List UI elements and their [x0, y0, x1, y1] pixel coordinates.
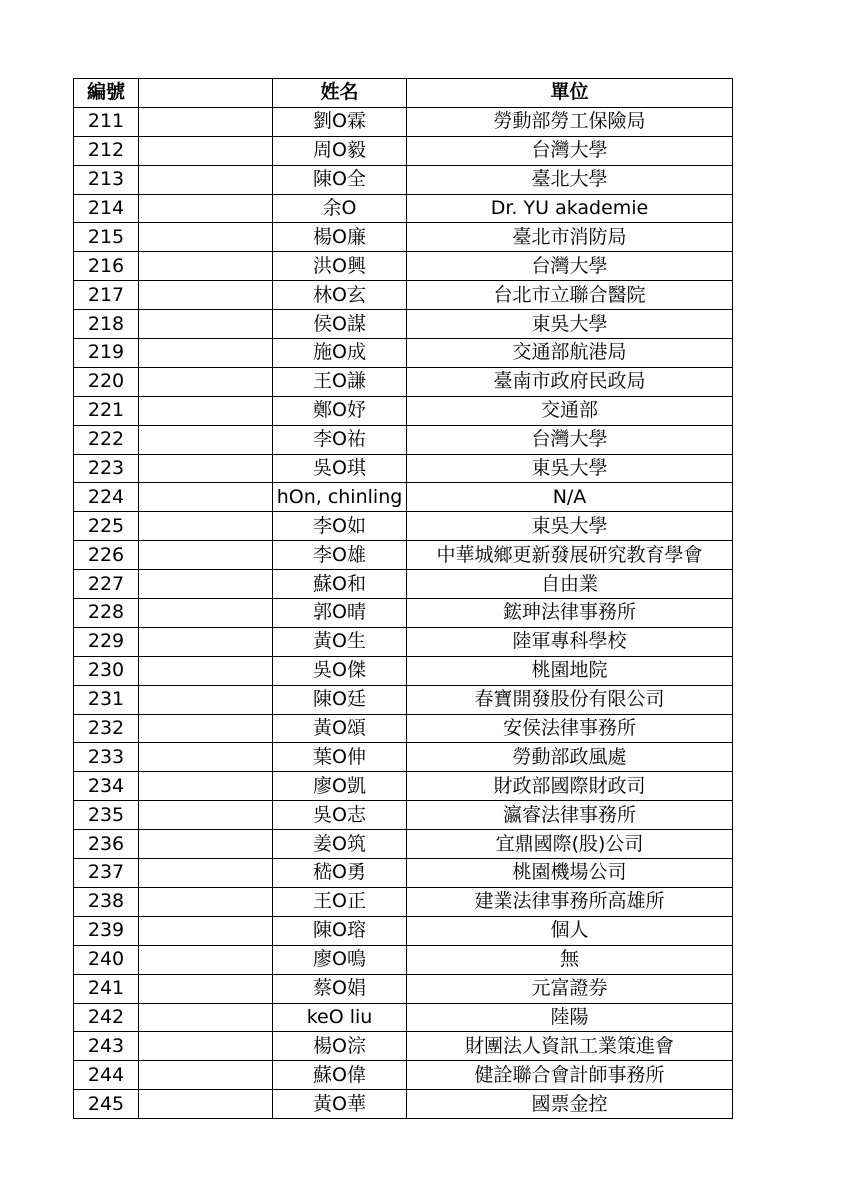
cell-number: 217	[74, 281, 139, 310]
table-row	[74, 570, 733, 599]
cell-blank	[139, 281, 273, 310]
cell-name: hOn, chinling	[273, 483, 407, 512]
cell-name: 蘇O偉	[273, 1061, 407, 1090]
cell-blank	[139, 599, 273, 628]
cell-number: 212	[74, 136, 139, 165]
cell-name: 洪O興	[273, 252, 407, 281]
table-row	[74, 1061, 733, 1090]
table-row	[74, 339, 733, 368]
table-row	[74, 483, 733, 512]
cell-name: 李O雄	[273, 541, 407, 570]
cell-blank	[139, 252, 273, 281]
table-row	[74, 974, 733, 1003]
table-row	[74, 281, 733, 310]
cell-name: 楊O廉	[273, 223, 407, 252]
cell-number: 222	[74, 425, 139, 454]
cell-name: keO liu	[273, 1003, 407, 1032]
cell-unit: 國票金控	[407, 1090, 733, 1119]
cell-unit: 台北市立聯合醫院	[407, 281, 733, 310]
cell-number: 225	[74, 512, 139, 541]
cell-name: 陳O全	[273, 165, 407, 194]
cell-blank	[139, 310, 273, 339]
cell-blank	[139, 772, 273, 801]
table-row	[74, 396, 733, 425]
table-row	[74, 252, 733, 281]
cell-name: 黃O生	[273, 627, 407, 656]
cell-unit: 勞動部政風處	[407, 743, 733, 772]
cell-blank	[139, 801, 273, 830]
cell-number: 234	[74, 772, 139, 801]
cell-name: 嵇O勇	[273, 859, 407, 888]
cell-unit: 勞動部勞工保險局	[407, 107, 733, 136]
cell-unit: 東吳大學	[407, 310, 733, 339]
cell-number: 227	[74, 570, 139, 599]
table-row	[74, 916, 733, 945]
cell-unit: 臺北市消防局	[407, 223, 733, 252]
cell-unit: 健詮聯合會計師事務所	[407, 1061, 733, 1090]
header-row	[74, 79, 733, 108]
cell-unit: 宜鼎國際(股)公司	[407, 830, 733, 859]
cell-number: 224	[74, 483, 139, 512]
cell-number: 211	[74, 107, 139, 136]
cell-name: 王O謙	[273, 367, 407, 396]
cell-blank	[139, 570, 273, 599]
cell-name: 廖O鳴	[273, 945, 407, 974]
cell-unit: 東吳大學	[407, 512, 733, 541]
table-row	[74, 656, 733, 685]
cell-blank	[139, 685, 273, 714]
cell-name: 蔡O娟	[273, 974, 407, 1003]
table-row	[74, 887, 733, 916]
header-number: 編號	[74, 79, 139, 108]
cell-blank	[139, 859, 273, 888]
table-row	[74, 194, 733, 223]
cell-name: 李O如	[273, 512, 407, 541]
table-row	[74, 541, 733, 570]
table-row	[74, 223, 733, 252]
cell-unit: 桃園地院	[407, 656, 733, 685]
cell-blank	[139, 194, 273, 223]
cell-number: 226	[74, 541, 139, 570]
cell-unit: 鋐珅法律事務所	[407, 599, 733, 628]
cell-blank	[139, 1003, 273, 1032]
table-row	[74, 1003, 733, 1032]
cell-number: 230	[74, 656, 139, 685]
cell-number: 228	[74, 599, 139, 628]
cell-number: 243	[74, 1032, 139, 1061]
cell-number: 235	[74, 801, 139, 830]
cell-blank	[139, 454, 273, 483]
table-row	[74, 165, 733, 194]
cell-blank	[139, 743, 273, 772]
cell-unit: 安侯法律事務所	[407, 714, 733, 743]
table-row	[74, 599, 733, 628]
table-row	[74, 136, 733, 165]
cell-name: 王O正	[273, 887, 407, 916]
cell-unit: 台灣大學	[407, 425, 733, 454]
table-row	[74, 425, 733, 454]
cell-name: 黃O頌	[273, 714, 407, 743]
cell-number: 231	[74, 685, 139, 714]
cell-unit: 臺北大學	[407, 165, 733, 194]
cell-number: 223	[74, 454, 139, 483]
header-blank	[139, 79, 273, 108]
cell-number: 229	[74, 627, 139, 656]
cell-blank	[139, 714, 273, 743]
cell-unit: 台灣大學	[407, 252, 733, 281]
cell-number: 216	[74, 252, 139, 281]
cell-name: 劉O霖	[273, 107, 407, 136]
cell-number: 220	[74, 367, 139, 396]
cell-blank	[139, 916, 273, 945]
cell-number: 240	[74, 945, 139, 974]
cell-unit: N/A	[407, 483, 733, 512]
cell-name: 蘇O和	[273, 570, 407, 599]
table-row	[74, 512, 733, 541]
cell-blank	[139, 107, 273, 136]
cell-name: 廖O凱	[273, 772, 407, 801]
cell-number: 244	[74, 1061, 139, 1090]
table-row	[74, 367, 733, 396]
cell-unit: 建業法律事務所高雄所	[407, 887, 733, 916]
cell-unit: 自由業	[407, 570, 733, 599]
cell-number: 237	[74, 859, 139, 888]
cell-unit: 春寶開發股份有限公司	[407, 685, 733, 714]
table-row	[74, 107, 733, 136]
cell-blank	[139, 1061, 273, 1090]
table-row	[74, 454, 733, 483]
table-row	[74, 772, 733, 801]
cell-blank	[139, 512, 273, 541]
table-row	[74, 1090, 733, 1119]
table-row	[74, 1032, 733, 1061]
cell-number: 219	[74, 339, 139, 368]
table-row	[74, 627, 733, 656]
cell-unit: 臺南市政府民政局	[407, 367, 733, 396]
cell-number: 232	[74, 714, 139, 743]
cell-name: 施O成	[273, 339, 407, 368]
cell-blank	[139, 1032, 273, 1061]
cell-unit: 陸陽	[407, 1003, 733, 1032]
cell-name: 楊O淙	[273, 1032, 407, 1061]
table-row	[74, 801, 733, 830]
cell-name: 吳O志	[273, 801, 407, 830]
cell-unit: 交通部	[407, 396, 733, 425]
cell-name: 余O	[273, 194, 407, 223]
cell-blank	[139, 483, 273, 512]
table-row	[74, 945, 733, 974]
cell-unit: 財政部國際財政司	[407, 772, 733, 801]
header-name: 姓名	[273, 79, 407, 108]
cell-name: 姜O筑	[273, 830, 407, 859]
table-row	[74, 830, 733, 859]
cell-number: 245	[74, 1090, 139, 1119]
cell-blank	[139, 396, 273, 425]
cell-number: 236	[74, 830, 139, 859]
table-row	[74, 859, 733, 888]
cell-unit: 東吳大學	[407, 454, 733, 483]
cell-unit: 無	[407, 945, 733, 974]
cell-blank	[139, 627, 273, 656]
cell-name: 陳O瑢	[273, 916, 407, 945]
cell-blank	[139, 830, 273, 859]
cell-number: 233	[74, 743, 139, 772]
cell-blank	[139, 165, 273, 194]
table-body	[74, 107, 733, 1118]
cell-blank	[139, 974, 273, 1003]
cell-name: 吳O琪	[273, 454, 407, 483]
cell-number: 213	[74, 165, 139, 194]
cell-unit: 中華城鄉更新發展研究教育學會	[407, 541, 733, 570]
cell-blank	[139, 136, 273, 165]
cell-blank	[139, 339, 273, 368]
cell-number: 241	[74, 974, 139, 1003]
cell-blank	[139, 223, 273, 252]
cell-number: 238	[74, 887, 139, 916]
cell-name: 陳O廷	[273, 685, 407, 714]
cell-name: 李O祐	[273, 425, 407, 454]
attendee-table	[73, 78, 733, 1119]
cell-number: 214	[74, 194, 139, 223]
table-row	[74, 310, 733, 339]
cell-unit: 財團法人資訊工業策進會	[407, 1032, 733, 1061]
table-row	[74, 685, 733, 714]
cell-number: 221	[74, 396, 139, 425]
cell-unit: 台灣大學	[407, 136, 733, 165]
cell-name: 郭O晴	[273, 599, 407, 628]
cell-unit: 瀛睿法律事務所	[407, 801, 733, 830]
cell-number: 242	[74, 1003, 139, 1032]
cell-unit: 交通部航港局	[407, 339, 733, 368]
table-row	[74, 714, 733, 743]
cell-blank	[139, 367, 273, 396]
cell-blank	[139, 656, 273, 685]
cell-unit: 元富證券	[407, 974, 733, 1003]
table-row	[74, 743, 733, 772]
cell-unit: Dr. YU akademie	[407, 194, 733, 223]
cell-blank	[139, 1090, 273, 1119]
cell-name: 林O玄	[273, 281, 407, 310]
cell-blank	[139, 887, 273, 916]
cell-unit: 桃園機場公司	[407, 859, 733, 888]
cell-unit: 陸軍專科學校	[407, 627, 733, 656]
cell-name: 周O毅	[273, 136, 407, 165]
cell-blank	[139, 541, 273, 570]
cell-name: 葉O伸	[273, 743, 407, 772]
cell-blank	[139, 945, 273, 974]
cell-name: 鄭O妤	[273, 396, 407, 425]
cell-blank	[139, 425, 273, 454]
cell-unit: 個人	[407, 916, 733, 945]
cell-number: 239	[74, 916, 139, 945]
cell-number: 218	[74, 310, 139, 339]
cell-number: 215	[74, 223, 139, 252]
cell-name: 黃O華	[273, 1090, 407, 1119]
cell-name: 吳O傑	[273, 656, 407, 685]
header-unit: 單位	[407, 79, 733, 108]
cell-name: 侯O謀	[273, 310, 407, 339]
